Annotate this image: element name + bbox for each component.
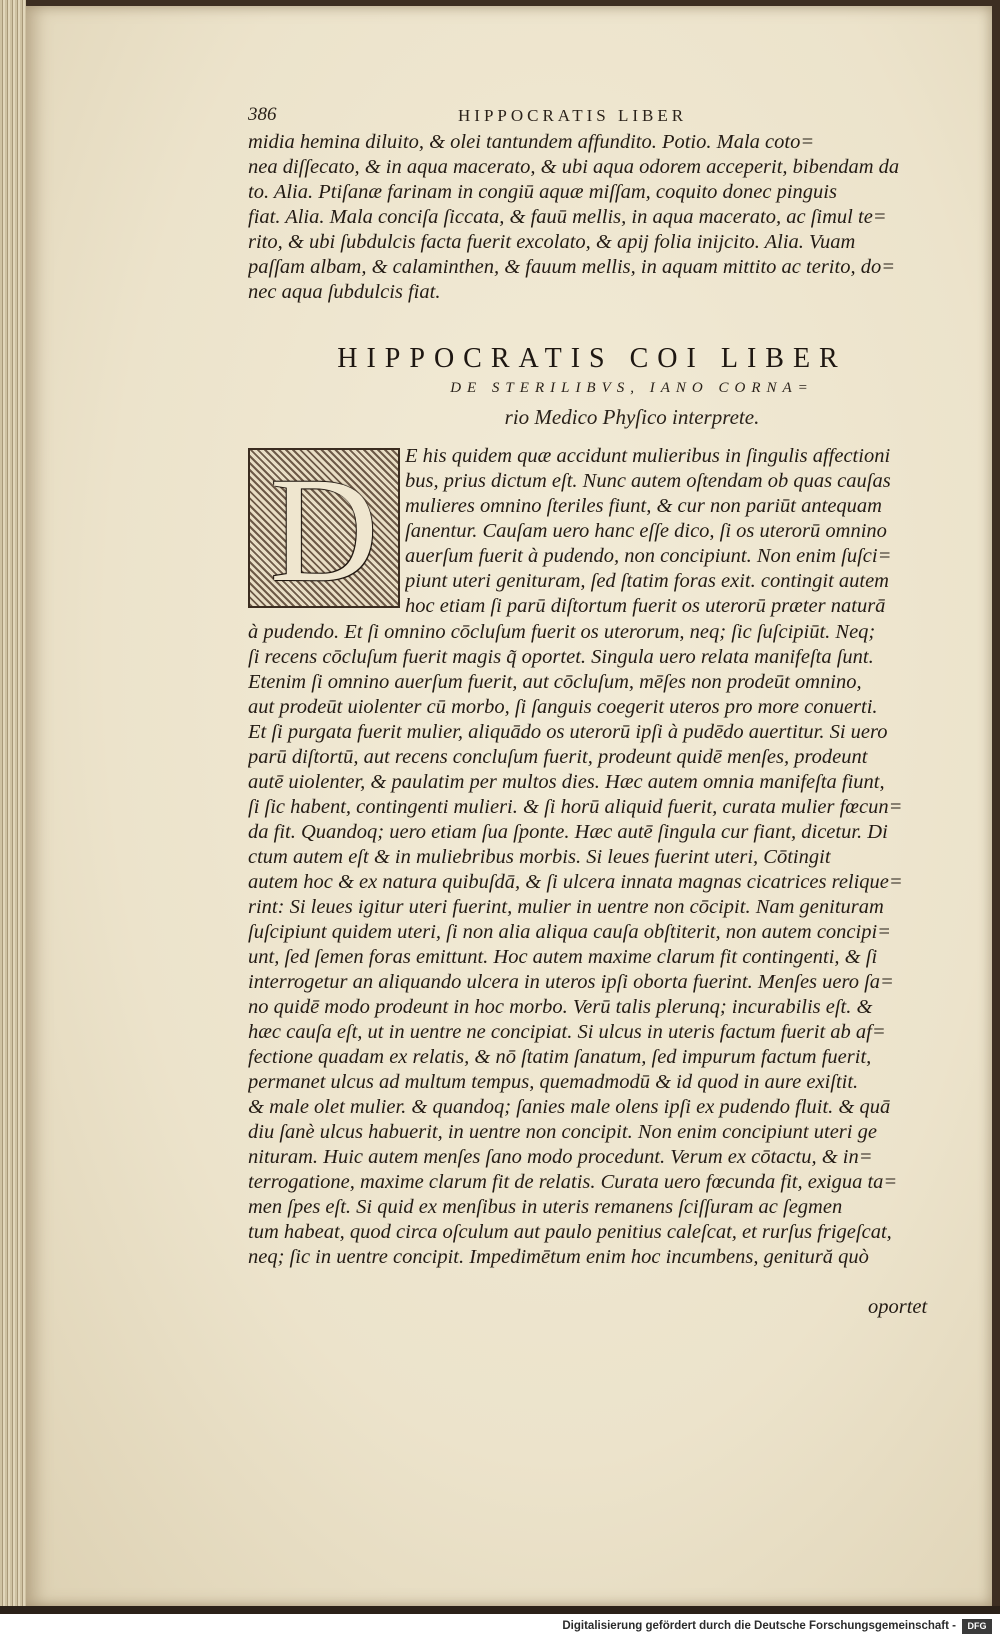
decorated-initial xyxy=(248,447,400,613)
initial-letter: D xyxy=(269,447,379,613)
text-line: Etenim ſi omnino auerſum fuerit, aut cōcluſum, mēſes non prodeūt omnino, xyxy=(248,671,862,693)
footer-credit-text: Digitalisierung gefördert durch die Deutsche Forschungsgemeinschaft - xyxy=(562,1620,956,1632)
text-line: hoc etiam ſi parū diſtortum fuerit os uterorū præter naturā xyxy=(405,595,886,617)
text-line: permanet ulcus ad multum tempus, quemadmodū & id quod in aure exiſtit. xyxy=(248,1071,859,1093)
text-line: E his quidem quæ accidunt mulieribus in ſingulis affectioni xyxy=(405,445,891,467)
digitization-footer xyxy=(0,1614,1000,1641)
text-line: ſanentur. Cauſam uero hanc eſſe dico, ſi os uterorū omnino xyxy=(405,520,887,542)
opening-text-block xyxy=(405,444,938,619)
text-line: to. Alia. Ptiſanæ farinam in congiū aquæ miſſam, coquito donec pinguis xyxy=(248,181,837,203)
text-line: nea diſſecato, & in aqua macerato, & ubi aqua odorem acceperit, bibendam da xyxy=(248,156,900,178)
text-line: unt, ſed ſemen foras emittunt. Hoc autem maxime clarum fit contingenti, & ſi xyxy=(248,946,878,968)
text-line: à pudendo. Et ſi omnino cōcluſum fuerit os uterorum, neq; ſic ſuſcipiūt. Neq; xyxy=(248,621,876,643)
text-line: autem hoc & ex natura quibuſdā, & ſi ulcera innata magnas cicatrices relique= xyxy=(248,871,903,893)
text-line: ſi recens cōcluſum fuerit magis q̃ oportet. Singula uero relata manifeſta ſunt. xyxy=(248,646,874,668)
body-text-block xyxy=(248,620,938,1270)
text-line: neq; ſic in uentre concipit. Impedimētum enim hoc incumbens, genitură quò xyxy=(248,1246,869,1268)
running-title: HIPPOCRATIS LIBER xyxy=(458,106,688,125)
scan-bottom-shadow xyxy=(0,1606,1000,1614)
text-line: aut prodeūt uiolenter cū morbo, ſi ſanguis coegerit uteros pro more conuerti. xyxy=(248,696,878,718)
text-line: ctum autem eſt & in muliebribus morbis. Si leues fuerint uteri, Cōtingit xyxy=(248,846,831,868)
text-line: rint: Si leues igitur uteri fuerint, mulier in uentre non cōcipit. Nam genituram xyxy=(248,896,884,918)
text-line: fiat. Alia. Mala conciſa ſiccata, & fauū mellis, in aqua macerato, ac ſimul te= xyxy=(248,206,887,228)
text-line: hæc cauſa eſt, ut in uentre ne concipiat. Si ulcus in uteris factum fuerit ab af= xyxy=(248,1021,886,1043)
chapter-subtitle-line-1: DE STERILIBVS, IANO CORNA= xyxy=(450,380,814,396)
dfg-logo: DFG xyxy=(962,1619,992,1634)
text-line: diu ſanè ulcus habuerit, in uentre non concipit. Non enim concipiunt uteri ge xyxy=(248,1121,877,1143)
text-line: men ſpes eſt. Si quid ex menſibus in uteris remanens ſciſſuram ac ſegmen xyxy=(248,1196,843,1218)
text-line: auerſum fuerit à pudendo, non concipiunt. Non enim ſuſci= xyxy=(405,545,892,567)
text-line: & male olet mulier. & quandoq; ſanies male olens ipſi ex pudendo fluit. & quā xyxy=(248,1096,891,1118)
text-line: paſſam albam, & calaminthen, & fauum mellis, in aquam mittito ac terito, do= xyxy=(248,256,896,278)
text-line: parū diſtortū, aut recens concluſum fuerit, prodeunt quidē menſes, prodeunt xyxy=(248,746,868,768)
text-line: da fit. Quandoq; uero etiam ſua ſponte. Hæc autē ſingula cur fiant, dicetur. Di xyxy=(248,821,888,843)
text-line: ſuſcipiunt quidem uteri, ſi non alia aliqua cauſa obſtiterit, non autem concipi= xyxy=(248,921,892,943)
text-line: mulieres omnino ſteriles fiunt, & cur non pariūt antequam xyxy=(405,495,882,517)
text-line: rito, & ubi ſubdulcis facta fuerit excolato, & apij folia inijcito. Alia. Vuam xyxy=(248,231,856,253)
catchword-block xyxy=(868,1295,948,1320)
page-number: 386 xyxy=(248,104,277,125)
book-page-edges xyxy=(0,0,26,1614)
text-line: tum habeat, quod circa oſculum aut paulo penitius caleſcat, et rurſus frigeſcat, xyxy=(248,1221,892,1243)
chapter-title: HIPPOCRATIS COI LIBER xyxy=(337,343,847,374)
chapter-subtitle-line-2: rio Medico Phyſico interprete. xyxy=(504,405,760,429)
text-line: ſi ſic habent, contingenti mulieri. & ſi horū aliquid fuerit, curata mulier fœcun= xyxy=(248,796,903,818)
text-line: piunt uteri genituram, ſed ſtatim foras exit. contingit autem xyxy=(405,570,889,592)
text-line: nec aqua ſubdulcis fiat. xyxy=(248,281,441,303)
text-line: fectione quadam ex relatis, & nō ſtatim ſanatum, ſed impurum factum fuerit, xyxy=(248,1046,872,1068)
text-line: bus, prius dictum eſt. Nunc autem oſtendam ob quas cauſas xyxy=(405,470,891,492)
text-line: nituram. Huic autem menſes ſano modo procedunt. Verum ex cōtactu, & in= xyxy=(248,1146,873,1168)
text-line: no quidē modo prodeunt in hoc morbo. Verū talis plerunq; incurabilis eſt. & xyxy=(248,996,873,1018)
running-head xyxy=(248,104,748,128)
preceding-text-block xyxy=(248,130,938,305)
text-line: interrogetur an aliquando ulcera in uteros ipſi oborta fuerint. Menſes uero ſa= xyxy=(248,971,894,993)
text-line: Et ſi purgata fuerit mulier, aliquādo os uterorū ipſi à pudēdo auertitur. Si uero xyxy=(248,721,888,743)
text-line: terrogatione, maxime clarum fit de relatis. Curata uero fœcunda fit, exigua ta= xyxy=(248,1171,898,1193)
text-line: midia hemina diluito, & olei tantundem affundito. Potio. Mala coto= xyxy=(248,131,815,153)
catchword: oportet xyxy=(868,1296,928,1318)
text-line: autē uiolenter, & paulatim per multos dies. Hæc autem omnia manifeſta fiunt, xyxy=(248,771,885,793)
